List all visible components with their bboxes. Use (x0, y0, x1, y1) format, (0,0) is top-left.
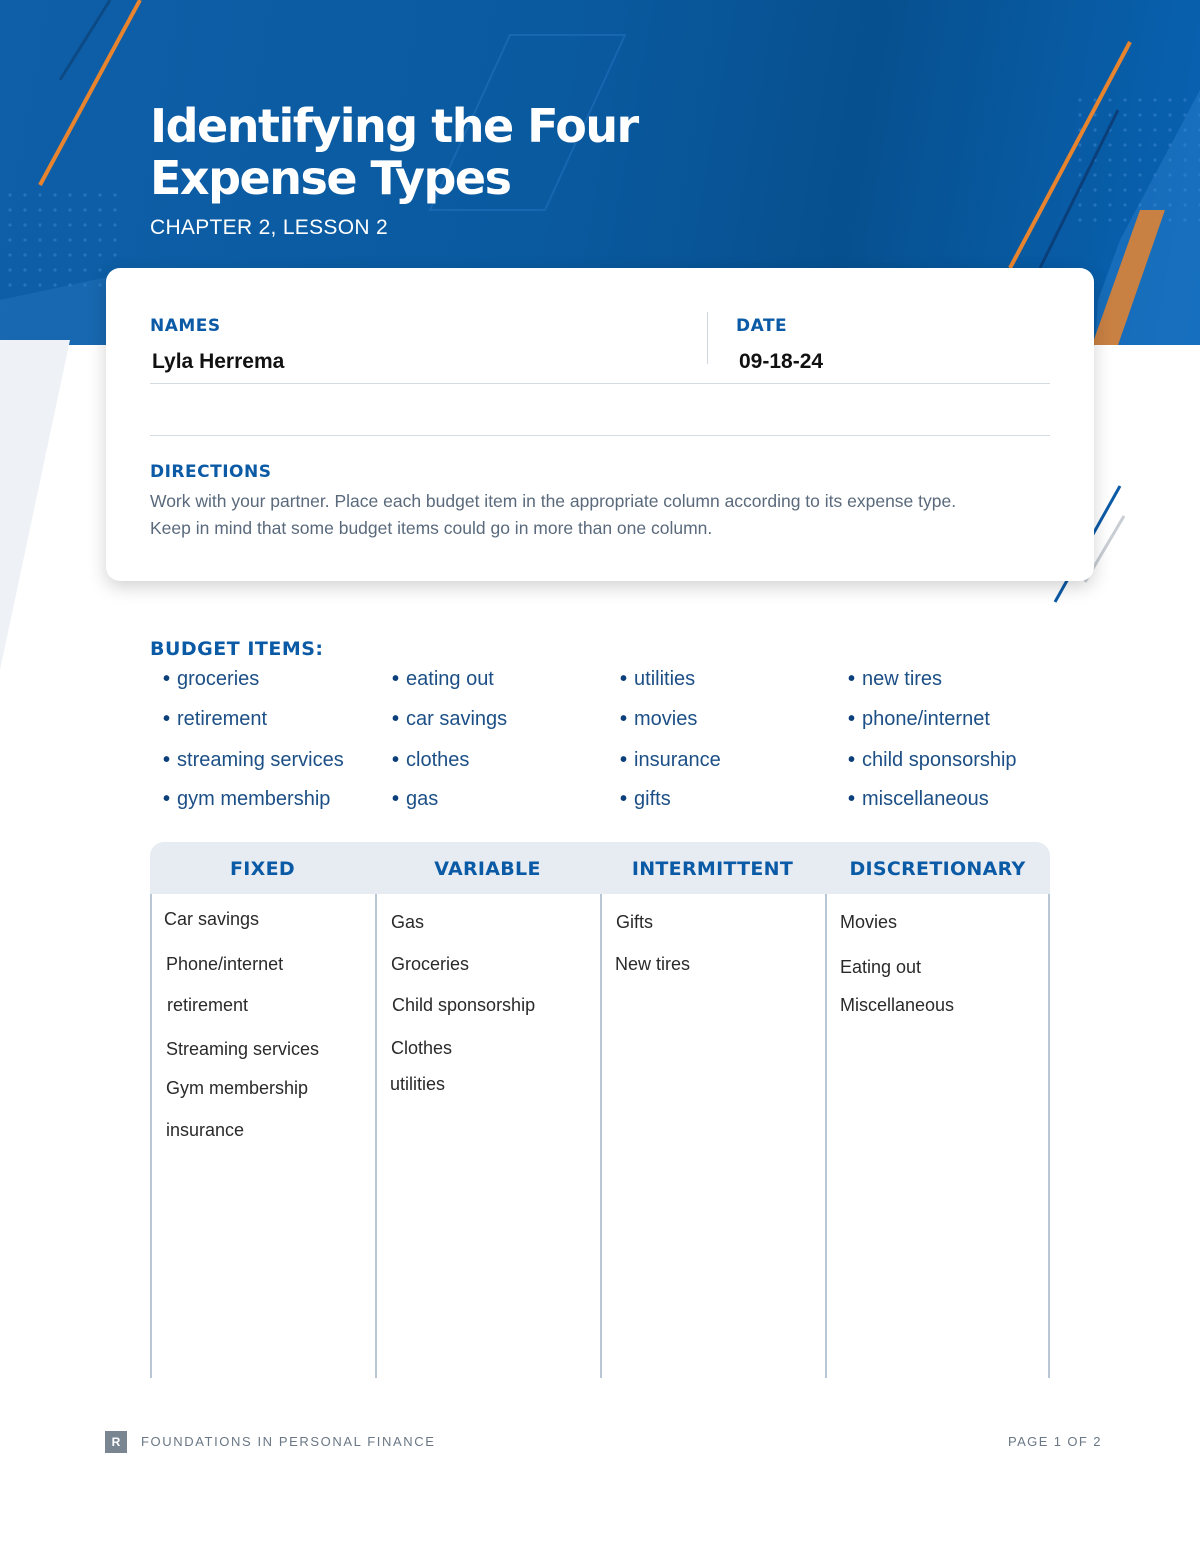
names-label: NAMES (150, 316, 221, 336)
bullet-icon: • (848, 668, 856, 690)
decor-dot (1153, 143, 1156, 146)
decor-dot (23, 238, 26, 241)
decor-dot (83, 208, 86, 211)
decor-dot (1108, 173, 1111, 176)
directions-text (150, 488, 1070, 542)
decor-dot (113, 193, 116, 196)
budget-item (620, 708, 697, 731)
budget-item-label: insurance (634, 749, 721, 771)
column-divider (825, 894, 827, 1378)
fixed-entry[interactable]: Gym membership (166, 1078, 309, 1098)
column-divider (150, 894, 152, 1378)
budget-item-label: gym membership (177, 788, 331, 810)
decor-dot (38, 253, 41, 256)
variable-entry[interactable]: Gas (391, 912, 425, 932)
decor-dot (53, 253, 56, 256)
decor-dot (53, 238, 56, 241)
decor-dot (1108, 188, 1111, 191)
budget-item-label: clothes (406, 749, 470, 771)
decor-dot (53, 223, 56, 226)
column-header-variable: VARIABLE (434, 858, 541, 880)
decor-dot (1153, 128, 1156, 131)
budget-item-label: eating out (406, 668, 494, 690)
bullet-icon: • (848, 788, 856, 810)
budget-item-label: miscellaneous (862, 788, 989, 810)
fixed-entry[interactable]: Car savings (164, 909, 260, 929)
bullet-icon: • (848, 749, 856, 771)
decor-dot (1138, 173, 1141, 176)
decor-dot (1168, 128, 1171, 131)
decor-dot (98, 268, 101, 271)
bullet-icon: • (620, 668, 628, 690)
decor-dot (1183, 98, 1186, 101)
footer-course-name: FOUNDATIONS IN PERSONAL FINANCE (141, 1434, 436, 1449)
bullet-icon: • (848, 708, 856, 730)
budget-item (163, 749, 344, 772)
decor-dot (1138, 143, 1141, 146)
decor-dot (1138, 158, 1141, 161)
budget-item (163, 708, 267, 731)
budget-item-label: child sponsorship (862, 749, 1017, 771)
decor-dot (98, 223, 101, 226)
decor-dot (1123, 128, 1126, 131)
budget-item (848, 668, 942, 691)
table-header-row (150, 842, 1050, 894)
intermittent-entry[interactable]: New tires (615, 954, 691, 974)
bullet-icon: • (392, 749, 400, 771)
decor-dot (113, 238, 116, 241)
decor-dot (1093, 188, 1096, 191)
variable-entry[interactable]: utilities (390, 1074, 446, 1094)
section-divider (150, 435, 1050, 436)
budget-item (848, 788, 989, 811)
budget-item-label: car savings (406, 708, 508, 730)
budget-item (848, 708, 990, 731)
decor-dot (98, 193, 101, 196)
decor-dot (1093, 218, 1096, 221)
column-divider (600, 894, 602, 1378)
bullet-icon: • (392, 788, 400, 810)
page-title (150, 100, 638, 204)
decor-dot (1153, 113, 1156, 116)
decor-dot (113, 223, 116, 226)
decor-dot (1078, 113, 1081, 116)
date-label: DATE (736, 316, 788, 336)
decor-dot (83, 223, 86, 226)
decor-dot (83, 238, 86, 241)
budget-item (392, 708, 507, 731)
decor-dot (38, 283, 41, 286)
budget-item-label: retirement (177, 708, 268, 730)
decor-dot (1108, 113, 1111, 116)
decor-dot (1138, 128, 1141, 131)
column-header-intermittent: INTERMITTENT (631, 858, 794, 880)
decor-dot (113, 253, 116, 256)
decor-dot (1123, 113, 1126, 116)
decor-dot (23, 268, 26, 271)
decor-dot (23, 193, 26, 196)
budget-item (163, 668, 259, 691)
bullet-icon: • (163, 788, 171, 810)
directions-line-2: Keep in mind that some budget items could go in more than one column. (150, 518, 713, 538)
decor-dot (1138, 188, 1141, 191)
decor-dot (83, 193, 86, 196)
decor-dot (1078, 158, 1081, 161)
decor-dot (38, 238, 41, 241)
decor-dot (1108, 203, 1111, 206)
column-divider (375, 894, 377, 1378)
column-header-fixed: FIXED (230, 858, 295, 880)
decor-dot (68, 238, 71, 241)
decor-dot (8, 238, 11, 241)
page-subtitle: CHAPTER 2, LESSON 2 (150, 216, 388, 239)
title-line-1: Identifying the Four (150, 99, 638, 153)
decor-dot (1123, 173, 1126, 176)
names-field[interactable]: Lyla Herrema (152, 350, 285, 373)
decor-dot (1123, 143, 1126, 146)
decor-dot (1078, 143, 1081, 146)
bullet-icon: • (392, 708, 400, 730)
discretionary-entry[interactable]: Miscellaneous (840, 995, 955, 1015)
decor-dot (38, 193, 41, 196)
decor-dot (68, 223, 71, 226)
budget-item-label: gas (406, 788, 439, 810)
fixed-entry[interactable]: Phone/internet (166, 954, 284, 974)
decor-dot (1153, 158, 1156, 161)
budget-item (620, 749, 721, 772)
decor-dot (83, 268, 86, 271)
budget-item (392, 668, 494, 691)
decor-dot (1108, 218, 1111, 221)
page-number: PAGE 1 OF 2 (1008, 1434, 1102, 1449)
decor-dot (23, 253, 26, 256)
decor-dot (1078, 203, 1081, 206)
decor-dot (1108, 143, 1111, 146)
budget-items-list (163, 665, 1063, 825)
bullet-icon: • (620, 749, 628, 771)
decor-dot (38, 208, 41, 211)
decor-dot (53, 268, 56, 271)
decor-dot (53, 193, 56, 196)
decor-dot (98, 208, 101, 211)
decor-dot (1093, 173, 1096, 176)
decor-dot (1093, 128, 1096, 131)
decor-dot (98, 238, 101, 241)
budget-item-label: utilities (634, 668, 696, 690)
decor-dot (1123, 218, 1126, 221)
discretionary-entry[interactable]: Eating out (840, 957, 922, 977)
decor-dot (1078, 218, 1081, 221)
budget-item (620, 668, 695, 691)
decor-dot (1108, 98, 1111, 101)
column-header-discretionary: DISCRETIONARY (849, 858, 1026, 880)
decor-dot (23, 223, 26, 226)
decor-dot (8, 208, 11, 211)
decor-dot (1093, 203, 1096, 206)
decor-dot (8, 283, 11, 286)
decor-dot (1078, 98, 1081, 101)
budget-item-label: movies (634, 708, 698, 730)
variable-entry[interactable]: Clothes (391, 1038, 453, 1058)
decor-dot (8, 193, 11, 196)
bullet-icon: • (620, 708, 628, 730)
decor-dot (1168, 113, 1171, 116)
info-card (106, 268, 1094, 581)
budget-item-label: gifts (634, 788, 671, 810)
decor-dot (23, 283, 26, 286)
intermittent-entry[interactable]: Gifts (616, 912, 654, 932)
decor-dot (1123, 203, 1126, 206)
decor-dot (23, 208, 26, 211)
field-divider (707, 312, 708, 364)
decor-dot (1153, 98, 1156, 101)
decor-dot (8, 268, 11, 271)
decor-dot (1138, 113, 1141, 116)
decor-dot (68, 193, 71, 196)
decor-dot (8, 223, 11, 226)
bullet-icon: • (163, 708, 171, 730)
budget-item (848, 749, 1017, 772)
decor-dot (1093, 98, 1096, 101)
bullet-icon: • (163, 668, 171, 690)
decor-dot (1093, 143, 1096, 146)
bullet-icon: • (620, 788, 628, 810)
budget-item-label: groceries (177, 668, 260, 690)
date-field[interactable]: 09-18-24 (739, 350, 824, 373)
decor-dot (53, 283, 56, 286)
bullet-icon: • (392, 668, 400, 690)
column-divider (1048, 894, 1050, 1378)
decor-dot (1123, 158, 1126, 161)
decor-dot (8, 253, 11, 256)
brand-logo-icon: R (105, 1431, 127, 1453)
directions-label: DIRECTIONS (150, 462, 272, 482)
budget-items-heading: BUDGET ITEMS: (150, 638, 324, 660)
decor-dot (1138, 98, 1141, 101)
decor-dot (38, 268, 41, 271)
budget-item (392, 788, 438, 811)
decor-dot (98, 253, 101, 256)
decor-dot (1123, 188, 1126, 191)
fixed-entry[interactable]: insurance (166, 1120, 245, 1140)
discretionary-entry[interactable]: Movies (840, 912, 898, 932)
budget-item (163, 788, 330, 811)
decor-dot (38, 223, 41, 226)
decor-dot (83, 253, 86, 256)
budget-item-label: phone/internet (862, 708, 990, 730)
budget-item-label: streaming services (177, 749, 344, 771)
decor-dot (1168, 98, 1171, 101)
fixed-entry[interactable]: retirement (167, 995, 249, 1015)
decor-dot (68, 253, 71, 256)
decor-dot (113, 208, 116, 211)
fixed-entry[interactable]: Streaming services (166, 1039, 320, 1059)
field-underline (150, 383, 1050, 384)
title-line-2: Expense Types (150, 151, 511, 205)
directions-line-1: Work with your partner. Place each budget item in the appropriate column according to its expense type. (150, 491, 957, 511)
decor-dot (1123, 98, 1126, 101)
decor-dot (1078, 173, 1081, 176)
bullet-icon: • (163, 749, 171, 771)
expense-table (150, 842, 1050, 1378)
decor-dot (68, 268, 71, 271)
budget-item (392, 749, 469, 772)
variable-entry[interactable]: Groceries (391, 954, 470, 974)
budget-item (620, 788, 671, 811)
variable-entry[interactable]: Child sponsorship (392, 995, 536, 1015)
decor-dot (53, 208, 56, 211)
budget-item-label: new tires (862, 668, 943, 690)
decor-dot (68, 208, 71, 211)
decor-dot (1108, 158, 1111, 161)
